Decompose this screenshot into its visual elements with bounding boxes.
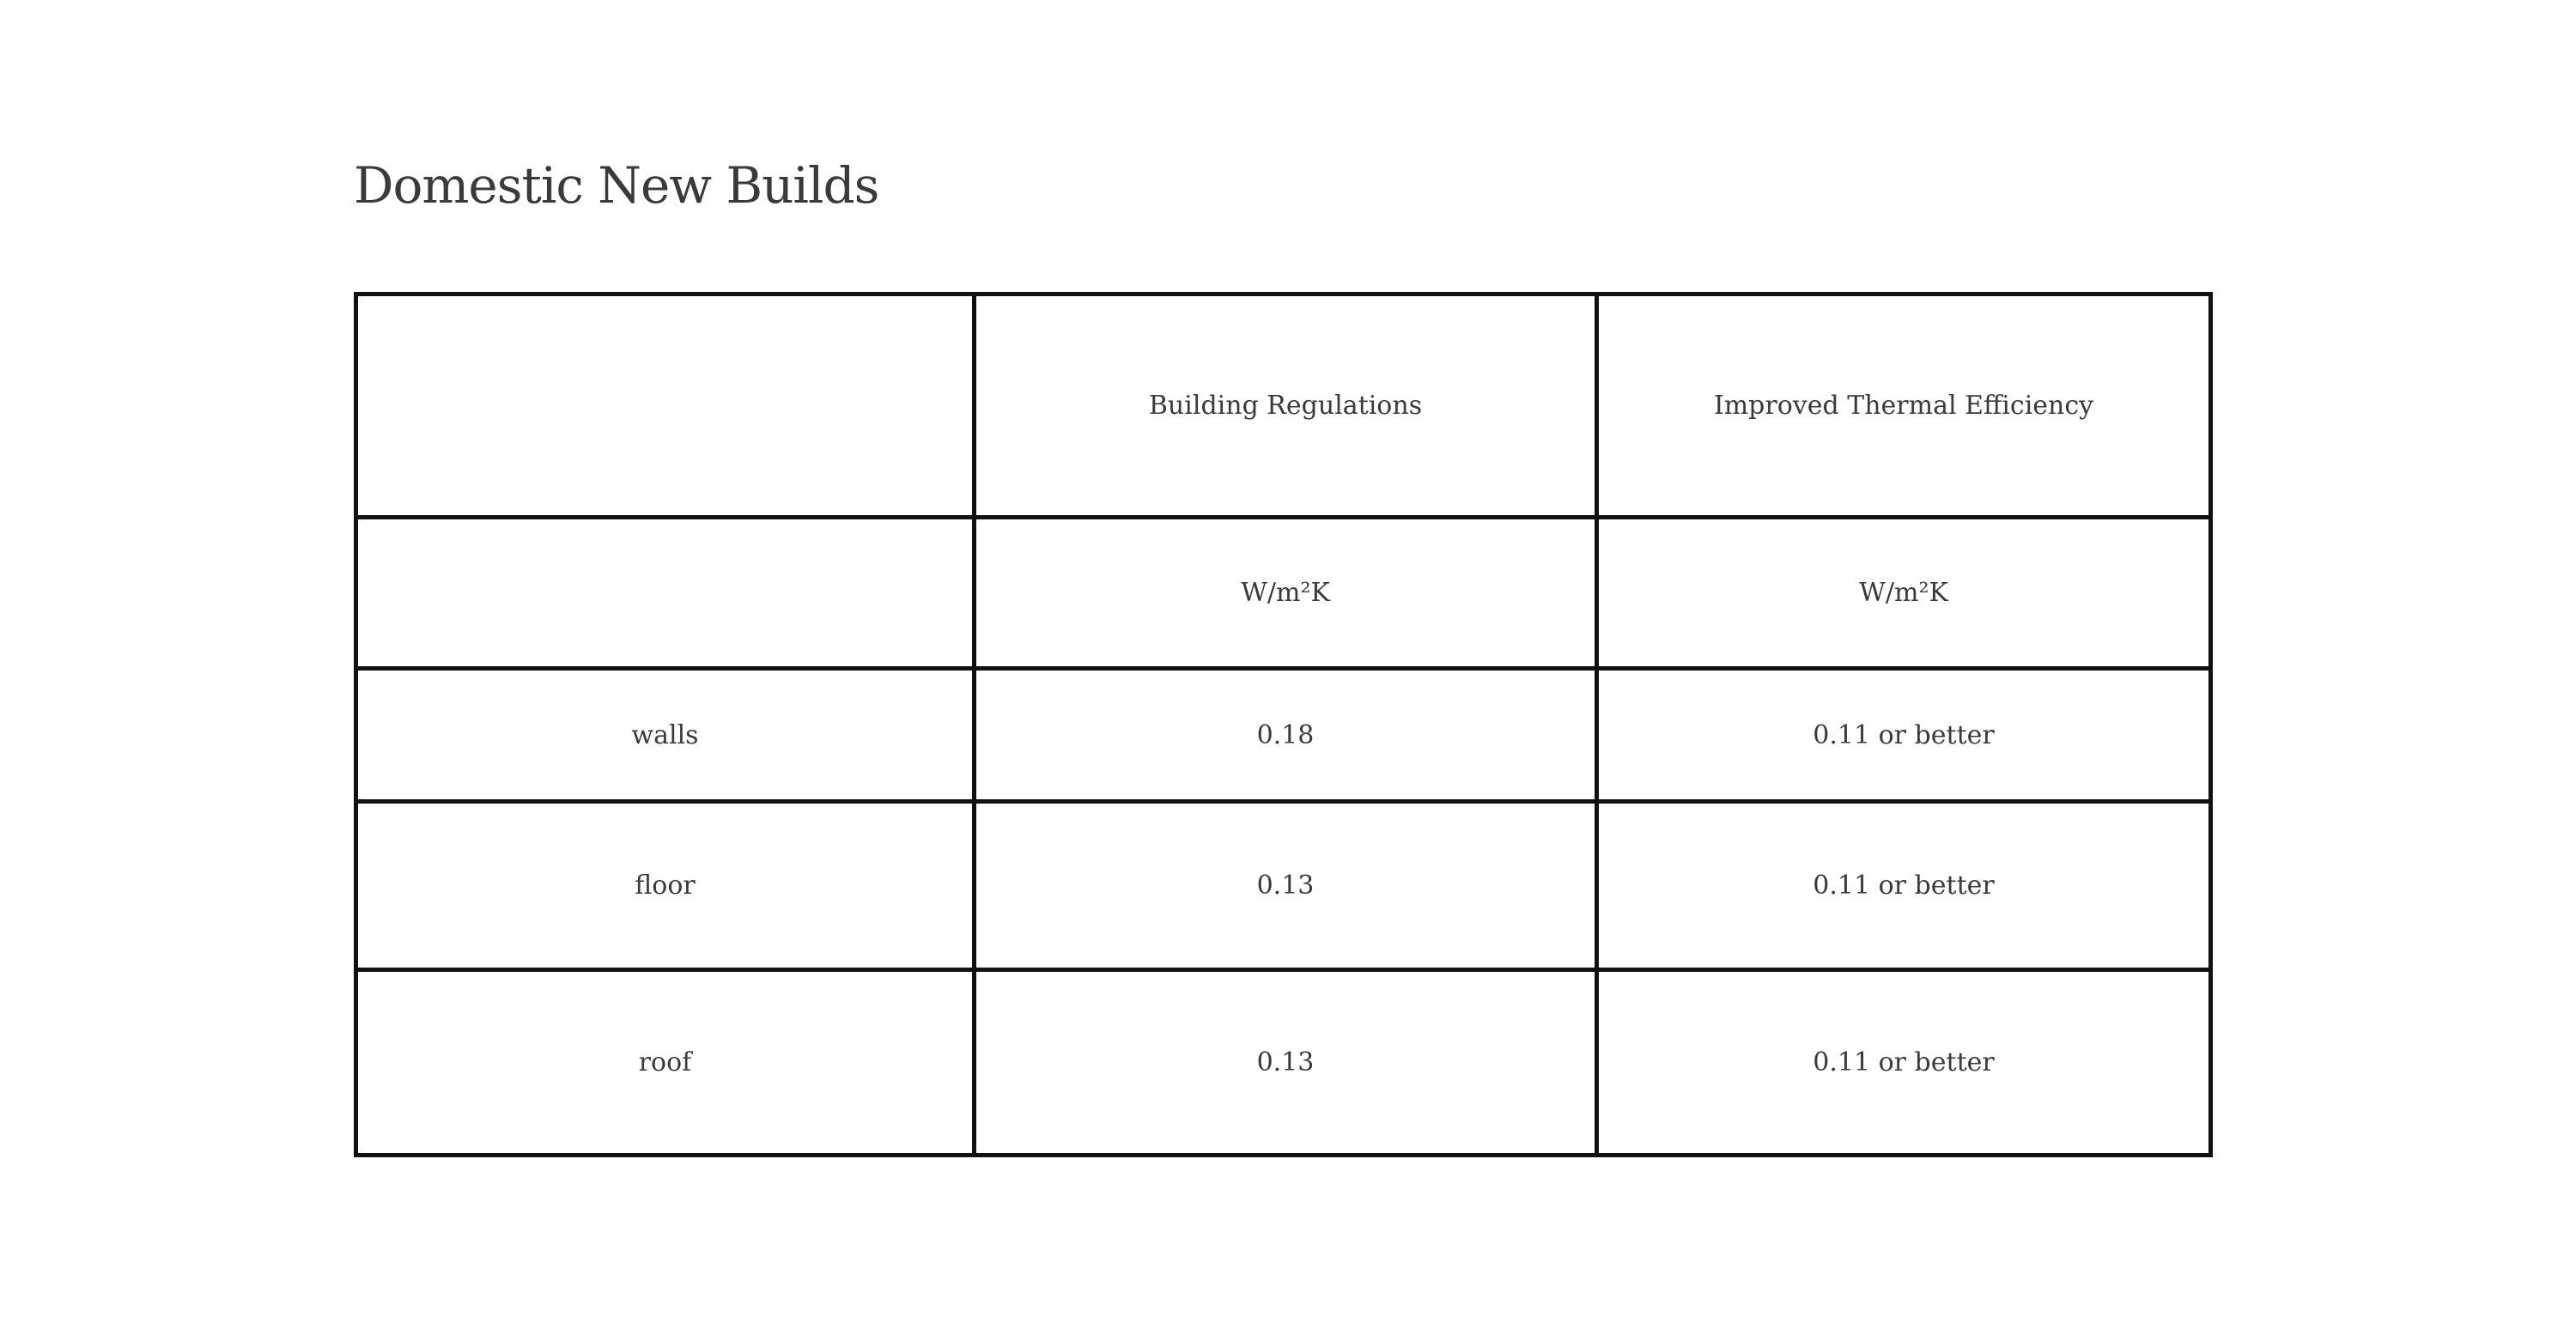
header-building-regulations: Building Regulations [975, 294, 1597, 518]
header-improved-thermal-efficiency: Improved Thermal Efficiency [1597, 294, 2211, 518]
units-building-regulations: W/m²K [975, 518, 1597, 669]
table-row-roof [356, 970, 2211, 1156]
walls-building-regulations-value: 0.18 [975, 669, 1597, 802]
row-label-walls: walls [356, 669, 975, 802]
u-value-table [354, 292, 2213, 1157]
walls-improved-thermal-efficiency-value: 0.11 or better [1597, 669, 2211, 802]
roof-improved-thermal-efficiency-value: 0.11 or better [1597, 970, 2211, 1156]
table-header-row [356, 294, 2211, 518]
units-improved-thermal-efficiency: W/m²K [1597, 518, 2211, 669]
table-units-row [356, 518, 2211, 669]
floor-improved-thermal-efficiency-value: 0.11 or better [1597, 802, 2211, 970]
floor-building-regulations-value: 0.13 [975, 802, 1597, 970]
row-label-floor: floor [356, 802, 975, 970]
roof-building-regulations-value: 0.13 [975, 970, 1597, 1156]
page-title: Domestic New Builds [354, 156, 879, 215]
row-label-roof: roof [356, 970, 975, 1156]
table-row-walls [356, 669, 2211, 802]
units-cell-empty [356, 518, 975, 669]
table-row-floor [356, 802, 2211, 970]
header-cell-empty [356, 294, 975, 518]
